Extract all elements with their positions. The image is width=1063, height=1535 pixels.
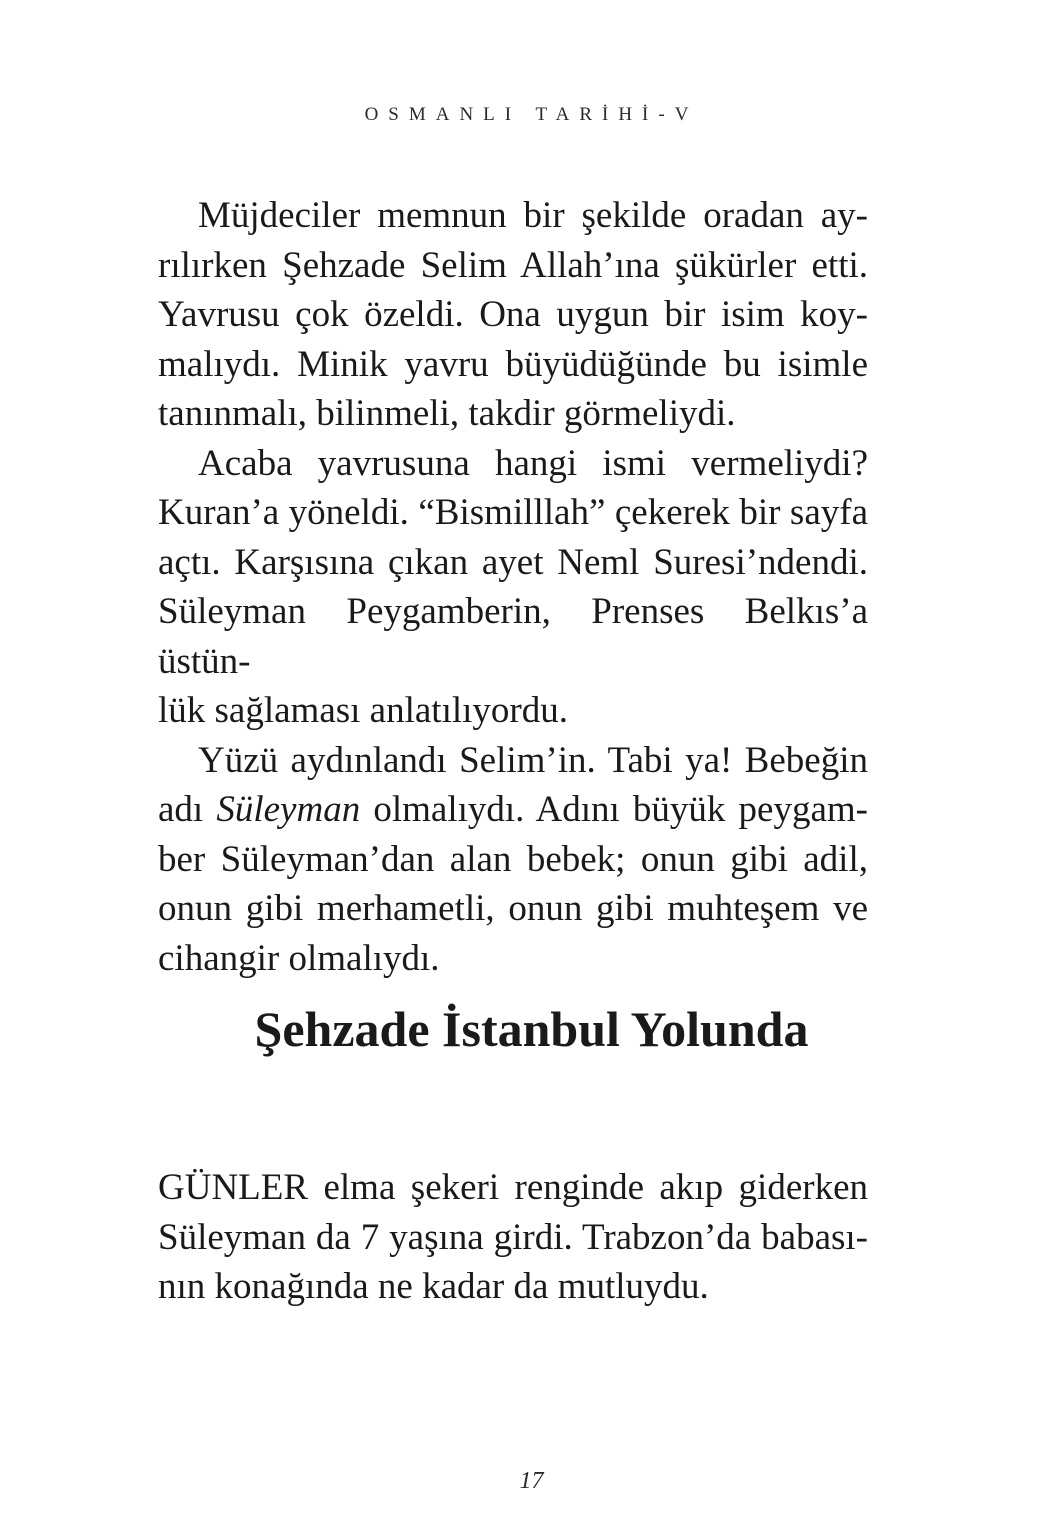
italic-name: Süleyman xyxy=(216,789,361,830)
text-line xyxy=(158,785,868,835)
chapter-title: Şehzade İstanbul Yolunda xyxy=(254,1001,809,1057)
paragraph xyxy=(158,439,868,736)
text-fragment: olmalıydı. Adını büyük peygam- xyxy=(360,789,868,830)
text-line: cihangir olmalıydı. xyxy=(158,937,440,979)
text-line: Süleyman Peygamberin, Prenses Belkıs’a üstün- xyxy=(158,591,868,682)
text-line: ber Süleyman’dan alan bebek; onun gibi adil, xyxy=(158,838,868,880)
text-line: açtı. Karşısına çıkan ayet Neml Suresi’ndendi. xyxy=(158,541,868,583)
text-line: malıydı. Minik yavru büyüdüğünde bu isimle xyxy=(158,343,868,385)
text-line: lük sağlaması anlatılıyordu. xyxy=(158,690,568,731)
text-line: Yavrusu çok özeldi. Ona uygun bir isim koy- xyxy=(158,294,868,335)
text-line: Müjdeciler memnun bir şekilde oradan ay- xyxy=(198,195,868,236)
paragraph xyxy=(158,191,868,439)
text-line: GÜNLER elma şekeri renginde akıp giderken xyxy=(158,1167,868,1208)
text-fragment: adı xyxy=(158,789,217,830)
page-number: 17 xyxy=(519,1468,544,1494)
text-line: Kuran’a yöneldi. “Bismilllah” çekerek bir sayfa xyxy=(158,492,868,533)
body-text-section-2 xyxy=(158,1163,868,1312)
text-line: Yüzü aydınlandı Selim’in. Tabi ya! Bebeğin xyxy=(198,739,868,781)
running-header: OSMANLI TARİHİ-V xyxy=(364,104,699,125)
text-line: Süleyman da 7 yaşına girdi. Trabzon’da babası- xyxy=(158,1216,868,1258)
body-text-section-1 xyxy=(158,191,868,983)
text-line: nın konağında ne kadar da mutluydu. xyxy=(158,1266,709,1307)
text-line: rılırken Şehzade Selim Allah’ına şükürler etti. xyxy=(158,244,868,286)
paragraph xyxy=(158,736,868,984)
text-line: Acaba yavrusuna hangi ismi vermeliydi? xyxy=(198,442,868,484)
text-line: tanınmalı, bilinmeli, takdir görmeliydi. xyxy=(158,393,736,434)
paragraph xyxy=(158,1163,868,1312)
text-line: onun gibi merhametli, onun gibi muhteşem ve xyxy=(158,888,868,929)
